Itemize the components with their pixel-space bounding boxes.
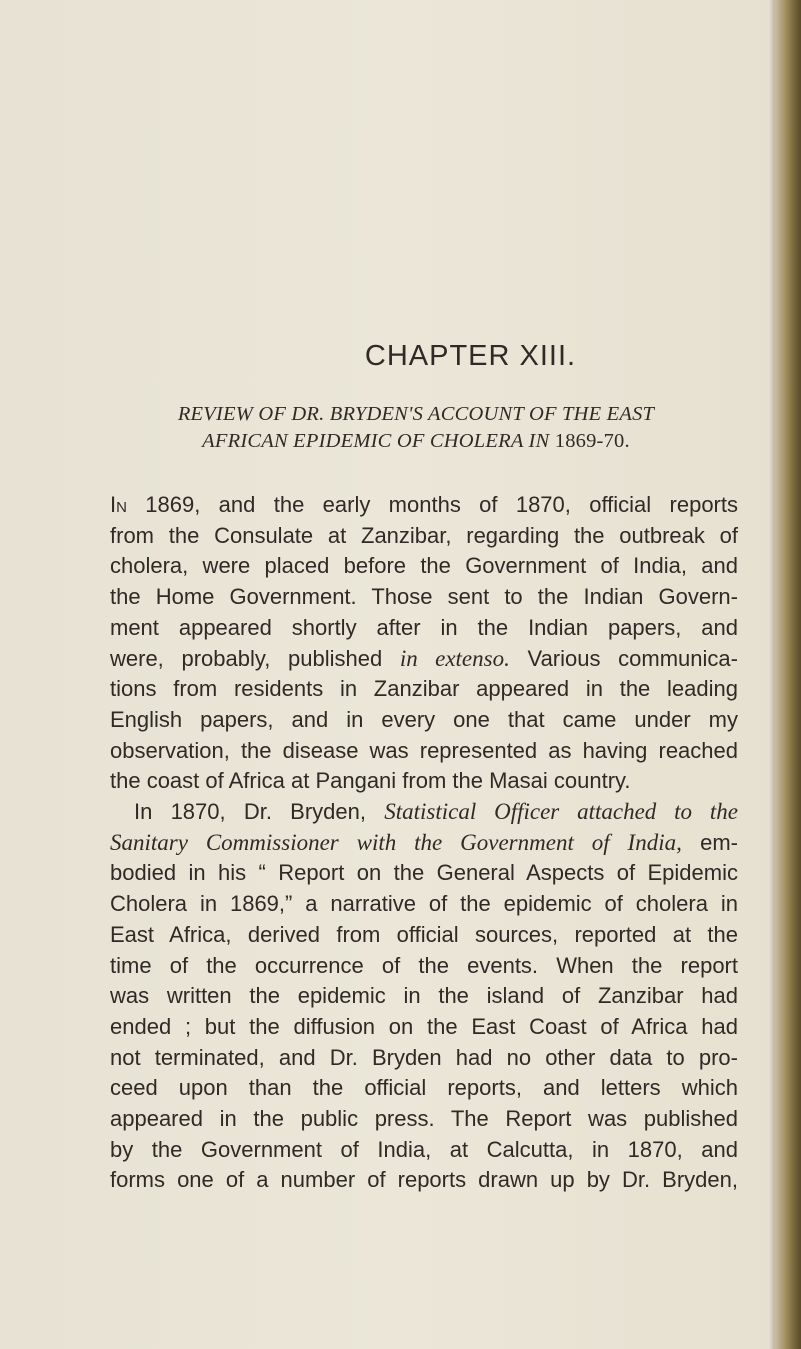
latin-phrase: in extenso. bbox=[399, 645, 510, 671]
paragraph-1-line-10: the coast of Africa at Pangani from the Masai country. bbox=[110, 768, 631, 794]
paragraph-2-line-2 bbox=[110, 828, 738, 859]
section-heading-line-2 bbox=[116, 428, 716, 455]
paragraph-2-line-9: not terminated, and Dr. Bryden had no other data to pro- bbox=[110, 1044, 738, 1070]
paragraph-2-line-1 bbox=[110, 797, 738, 828]
paragraph-2-line-12: by the Government of India, at Calcutta, in 1870, and bbox=[110, 1136, 738, 1162]
paragraph-1-line-8: English papers, and in every one that came under my bbox=[110, 706, 738, 732]
paragraph-1-line-9: observation, the disease was represented as having reached bbox=[110, 737, 738, 763]
paragraph-2-line-6: time of the occurrence of the events. When the report bbox=[110, 952, 738, 978]
opening-word: In bbox=[110, 492, 127, 517]
paragraph-1 bbox=[110, 490, 738, 797]
paragraph-1-line-6 bbox=[110, 644, 738, 675]
paragraph-2-line-1-italic: Statistical Officer attached to the bbox=[384, 799, 738, 825]
paragraph-2-line-13: forms one of a number of reports drawn up by Dr. Bryden, bbox=[110, 1167, 738, 1193]
paragraph-1-line-6-after: Various communica- bbox=[527, 645, 738, 671]
paragraph-2-line-8: ended ; but the diffusion on the East Coast of Africa had bbox=[110, 1013, 738, 1039]
section-heading-line-2-text: AFRICAN EPIDEMIC OF CHOLERA IN bbox=[202, 430, 550, 452]
paragraph-2-line-5: East Africa, derived from official sources, reported at the bbox=[110, 921, 738, 947]
paragraph-2-line-1-before: In 1870, Dr. Bryden, bbox=[134, 799, 366, 825]
paragraph-2-line-2-after: em- bbox=[700, 829, 738, 855]
paragraph-1-line-1-text: 1869, and the early months of 1870, official reports bbox=[145, 492, 738, 517]
paragraph-1-line-4: the Home Government. Those sent to the Indian Govern- bbox=[110, 584, 738, 610]
paragraph-1-line-3: cholera, were placed before the Government of India, and bbox=[110, 553, 738, 579]
chapter-title-text: CHAPTER XIII. bbox=[364, 340, 577, 372]
paragraph-1-line-1 bbox=[110, 490, 738, 521]
paragraph-1-line-7: tions from residents in Zanzibar appeared in the leading bbox=[110, 676, 738, 702]
paragraph-2-line-11: appeared in the public press. The Report was published bbox=[110, 1106, 738, 1132]
paragraph-2-line-7: was written the epidemic in the island of Zanzibar had bbox=[110, 983, 738, 1009]
paragraph-2-line-4: Cholera in 1869,” a narrative of the epidemic of cholera in bbox=[110, 891, 738, 917]
paragraph-2-line-3: bodied in his “ Report on the General Aspects of Epidemic bbox=[110, 860, 738, 886]
section-heading-line-1: REVIEW OF DR. BRYDEN'S ACCOUNT OF THE EAST bbox=[177, 403, 655, 425]
chapter-title bbox=[0, 340, 801, 373]
section-heading bbox=[116, 401, 716, 455]
page-edge-shadow bbox=[775, 0, 801, 1349]
paragraph-1-line-5: ment appeared shortly after in the Indian papers, and bbox=[110, 614, 738, 640]
paragraph-1-line-2: from the Consulate at Zanzibar, regarding the outbreak of bbox=[110, 522, 738, 548]
paragraph-2 bbox=[110, 797, 738, 1196]
body-text bbox=[110, 490, 738, 1196]
section-heading-years: 1869-70. bbox=[554, 430, 630, 452]
paragraph-2-line-2-italic: Sanitary Commissioner with the Government of India, bbox=[110, 829, 682, 855]
paragraph-2-line-10: ceed upon than the official reports, and letters which bbox=[110, 1075, 738, 1101]
paragraph-1-line-6-before: were, probably, published bbox=[110, 645, 383, 671]
